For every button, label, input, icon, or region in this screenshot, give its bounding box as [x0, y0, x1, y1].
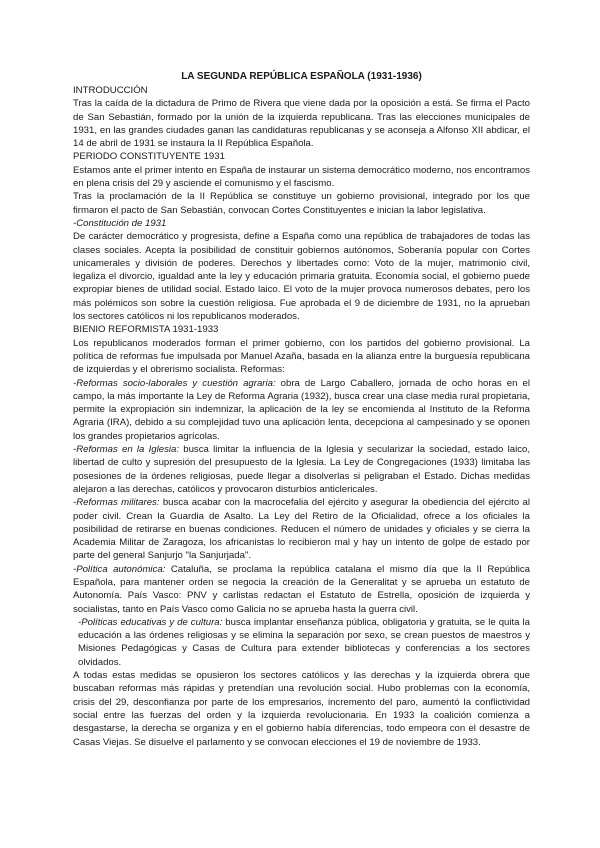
- bienio-paragraph-1: Los republicanos moderados forman el primer gobierno, con los partidos del gobierno provisional. La política de reformas fue impulsada por Manuel Azaña, basada en la alianza entre la burguesía republicana de izquierdas y el obrerismo socialista. Reformas:: [73, 337, 530, 376]
- section-heading-introduccion: INTRODUCCIÓN: [73, 85, 148, 96]
- politicas-educativas: [73, 616, 530, 669]
- reforma-iglesia: [73, 443, 530, 496]
- reforma-militar: [73, 496, 530, 562]
- reforma-militar-text: busca acabar con la macrocefalia del ejército y asegurar la obediencia del ejército al poder civil. Crean la Guardia de Asalto. La Ley del Retiro de la Oficialidad, ofrece a los oficiales la posibilidad de retirarse en buenas condiciones. Reducen el número de unidades y oficiales y se cierra la Academia Militar de Zaragoza, los africanistas lo recibieron mal y hay un intento de golpe de estado por parte del general Sanjurjo "la Sanjurjada".: [73, 497, 530, 562]
- constitucion-subheading: -Constitución de 1931: [73, 217, 167, 229]
- section-heading-bienio: BIENIO REFORMISTA 1931-1933: [73, 324, 219, 336]
- politicas-educativas-label: -Políticas educativas y de cultura:: [78, 616, 223, 628]
- constitucion-paragraph: De carácter democrático y progresista, define a España como una república de trabajadores de todas las clases sociales. Acepta la posibilidad de constituir gobiernos autónomos, Soberanía popular con Cortes unicamerales y división de poderes. Derechos y libertades como: Voto de la mujer, matrimonio civil, legaliza el divorcio, igualdad ante la ley y educación primaria gratuita. Economía social, el gobierno puede expropiar bienes de utilidad social. Estado laico. El voto de la mujer provoca numerosos debates, pero los más polémicos son sobre la cuestión religiosa. Fue aprobada el 9 de diciembre de 1931, no la aprueban los sectores católicos ni los republicanos moderados.: [73, 231, 530, 323]
- politica-autonomica: [73, 563, 530, 616]
- reforma-socio-laboral: [73, 377, 530, 443]
- politicas-educativas-text: busca implantar enseñanza pública, obligatoria y gratuita, se le quita la educación a las órdenes religiosas y se elimina la separación por sexo, se crean puestos de maestros y Misiones Pedagógicas y Casas de Cultura para extender bibliotecas y conferencias a los sectores olvidados.: [78, 616, 530, 668]
- reforma-socio-laboral-text: obra de Largo Caballero, jornada de ocho horas en el campo, la más importante la Ley de Reforma Agraria (1932), busca crear una clase media rural propietaria, permite la expropiación sin indemnizar, la aplicación de la ley se encomienda al Instituto de la Reforma Agraria (IRA), debido a su complejidad tuvo una aplicación lenta, decepciona al campesinado y se oponen los grandes propietarios agrícolas.: [73, 377, 530, 442]
- bienio-final-paragraph: A todas estas medidas se opusieron los sectores católicos y las derechas y la izquierda obrera que buscaban reformas más rápidas y pretendían una revolución social. Hubo problemas con la economía, crisis del 29, desconfianza por parte de los empresarios, incremento del paro, aumentó la conflictividad social entre las fuerzas del orden y la izquierda revolucionaria. En 1933 la coalición comienza a desgastarse, la derecha se organiza y en el gobierno había diferencias, todo empeora con el desastre de Casas Viejas. Se disuelve el parlamento y se convocan elecciones el 19 de noviembre de 1933.: [73, 670, 530, 748]
- reforma-socio-laboral-label: -Reformas socio-laborales y cuestión agraria:: [73, 377, 276, 389]
- section-heading-constituyente: PERIODO CONSTITUYENTE 1931: [73, 151, 225, 163]
- reforma-militar-label: -Reformas militares:: [73, 497, 160, 509]
- constituyente-paragraph-1: Estamos ante el primer intento en España de instaurar un sistema democrático moderno, nos encontramos en plena crisis del 29 y asciende el comunismo y el fascismo.: [73, 164, 530, 190]
- document-title: LA SEGUNDA REPÚBLICA ESPAÑOLA (1931-1936): [181, 71, 422, 82]
- reforma-iglesia-label: -Reformas en la Iglesia:: [73, 444, 180, 456]
- reforma-iglesia-text: busca limitar la influencia de la Iglesia y secularizar la sociedad, estado laico, libertad de culto y supresión del presupuesto de la Iglesia. La Ley de Congregaciones (1933) limitaba las posesiones de la órdenes religiosas, puede llegar a disolverlas si peligraban el Estado. Dichas medidas alejaron a las derechas, católicos y provocaron disturbios anticlericales.: [73, 444, 531, 495]
- constituyente-paragraph-2: Tras la proclamación de la II República se constituye un gobierno provisional, integrado por los que firmaron el pacto de San Sebastián, convocan Cortes Constituyentes e inician la labor legislativa.: [73, 191, 530, 216]
- politica-autonomica-text: Cataluña, se proclama la república catalana el mismo día que la II República Española, para mantener orden se negocia la creación de la Generalitat y se aprueba un estatuto de Autonomía. País Vasco: PNV y carlistas redactan el Estatuto de Estrella, oposición de izquierda y socialistas, tanto en País Vasco como Galicia no se aprueba hasta la guerra civil.: [73, 563, 530, 615]
- politica-autonomica-label: -Política autonómica:: [73, 563, 166, 575]
- intro-paragraph: Tras la caída de la dictadura de Primo de Rivera que viene dada por la oposición a está. Se firma el Pacto de San Sebastián, formado por la unión de la izquierda republicana. Tras las elecciones municipales de 1931, en las grandes ciudades ganan las candidaturas republicanas y se aconseja a Alfonso XII abdicar, el 14 de abril de 1931 se instaura la II República Española.: [73, 98, 530, 150]
